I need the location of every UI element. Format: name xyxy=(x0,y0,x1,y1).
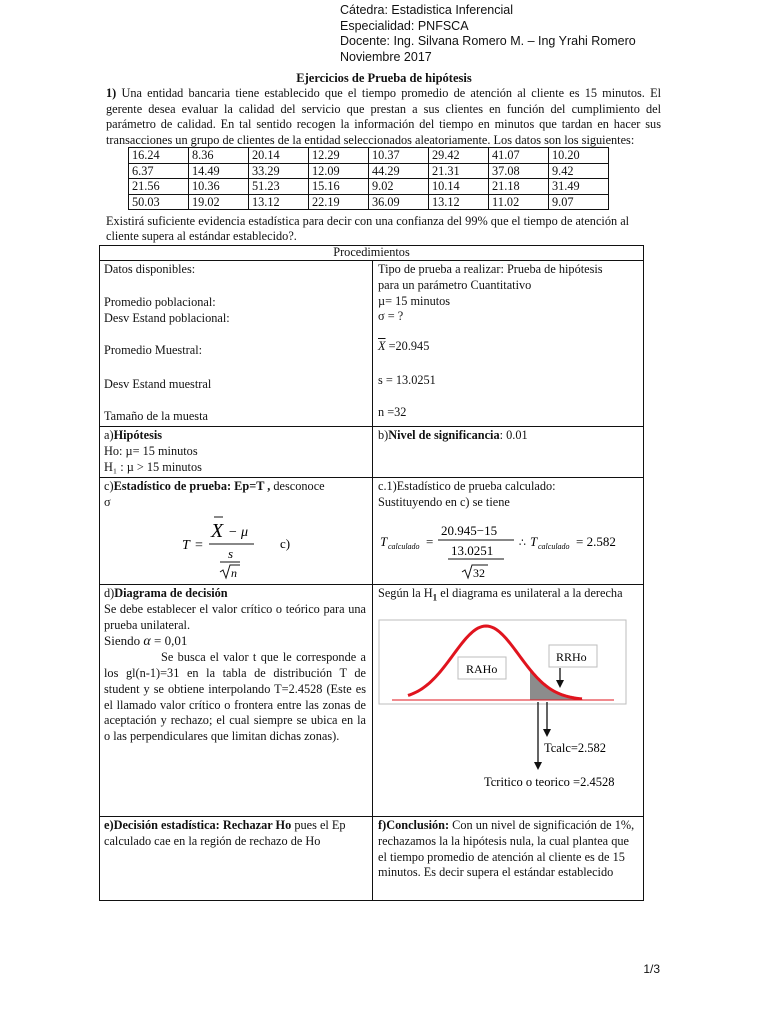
calculado-line2: Sustituyendo en c) se tiene xyxy=(378,494,510,509)
diagrama-cell xyxy=(104,586,366,745)
sqrt-sign xyxy=(220,565,240,578)
t-calc-subscript-2: calculado xyxy=(538,542,570,551)
hipotesis-title: Hipótesis xyxy=(113,428,163,442)
table-row xyxy=(129,163,609,179)
datos-desv-muestral: Desv Estand muestral xyxy=(104,377,212,391)
xbar-value: =20.945 xyxy=(388,339,430,353)
t-calc-symbol: T xyxy=(380,534,388,549)
table-cell: 10.36 xyxy=(189,179,249,195)
table-cell: 9.02 xyxy=(369,179,429,195)
table-cell: 14.49 xyxy=(189,163,249,179)
table-cell: 31.49 xyxy=(549,179,609,195)
table-cell: 10.20 xyxy=(549,148,609,164)
page-number: 1/3 xyxy=(643,962,660,976)
datos-tamano: Tamaño de la muesta xyxy=(104,409,208,423)
estadistico-rest: desconoce xyxy=(270,479,325,493)
n-symbol: n xyxy=(231,566,237,580)
table-cell: 10.14 xyxy=(429,179,489,195)
datos-promedio-poblacional: Promedio poblacional: xyxy=(104,295,216,309)
problem-number: 1) xyxy=(106,86,117,100)
tipo-line1: Tipo de prueba a realizar: Prueba de hipótesis xyxy=(378,262,603,276)
tcalc-arrow-head xyxy=(543,729,551,737)
table-cell: 9.07 xyxy=(549,194,609,210)
table-cell: 8.36 xyxy=(189,148,249,164)
table-cell: 13.12 xyxy=(429,194,489,210)
siendo-label: Siendo xyxy=(104,633,141,649)
diagrama-p3: Se busca el valor t que le corresponde a los gl(n-1)=31 en la tabla de distribución T de student y se obtiene interpolando T=2.4528 (Este es el llamado valor crítico o frontera entre las zonas de aceptación y rechazo; el cual siempre se ubica en la o las perpendiculares que limitan dichas zonas). xyxy=(104,650,366,744)
formula-label: c) xyxy=(280,536,291,551)
alpha-symbol: α xyxy=(143,634,151,650)
problem-statement xyxy=(106,86,661,148)
table-cell: 44.29 xyxy=(369,163,429,179)
tipo-prueba xyxy=(378,262,640,419)
estadistico-cell xyxy=(104,479,366,511)
segun-text2: el diagrama es unilateral a la derecha xyxy=(437,586,623,600)
table-row xyxy=(129,148,609,164)
xbar-symbol: X xyxy=(211,520,224,542)
table-cell: 21.18 xyxy=(489,179,549,195)
table-cell: 12.29 xyxy=(309,148,369,164)
page-title: Ejercicios de Prueba de hipótesis xyxy=(296,71,472,85)
nivel-value: : 0.01 xyxy=(499,428,528,442)
xbar-symbol: $\overline{X}$ xyxy=(378,339,386,353)
datos-desv-poblacional: Desv Estand poblacional: xyxy=(104,311,230,325)
table-cell: 6.37 xyxy=(129,163,189,179)
header-fecha: Noviembre 2017 xyxy=(340,49,432,64)
decision-text: pues el Ep calculado cae en la región de rechazo de Ho xyxy=(104,818,346,848)
calculado-cell xyxy=(378,479,640,511)
header-docente: Docente: Ing. Silvana Romero M. – Ing Yrahi Romero xyxy=(340,34,636,48)
t-calc-subscript: calculado xyxy=(388,542,420,551)
table-row xyxy=(129,194,609,210)
tipo-n: n =32 xyxy=(378,405,407,419)
conclusion-prefix: f) xyxy=(378,818,387,832)
table-cell: 12.09 xyxy=(309,163,369,179)
conclusion-title: Conclusión: xyxy=(386,818,450,832)
tcrit-label: Tcritico o teorico =2.4528 xyxy=(484,775,615,789)
alpha-value: = 0,01 xyxy=(153,633,188,649)
table-cell: 22.19 xyxy=(309,194,369,210)
table-cell: 21.56 xyxy=(129,179,189,195)
datos-title: Datos disponibles: xyxy=(104,262,196,276)
t-formula xyxy=(178,512,318,582)
nivel-cell xyxy=(378,428,640,444)
denominator: 13.0251 xyxy=(451,543,494,558)
raho-label: RAHo xyxy=(466,662,498,676)
datos-promedio-muestral: Promedio Muestral: xyxy=(104,343,203,357)
segun-cell xyxy=(378,586,640,606)
table-row xyxy=(129,179,609,195)
t-calc-symbol-2: T xyxy=(530,534,538,549)
sqrt-value: 32 xyxy=(473,566,485,580)
table-cell: 13.12 xyxy=(249,194,309,210)
tipo-s: s = 13.0251 xyxy=(378,373,436,387)
diagrama-p1: Se debe establecer el valor crítico o teórico para una prueba unilateral. xyxy=(104,601,366,632)
estadistico-heading xyxy=(104,479,366,495)
segun-text1: Según la H xyxy=(378,586,433,600)
table-cell: 51.23 xyxy=(249,179,309,195)
t-calculated-formula xyxy=(378,515,640,581)
table-cell: 33.29 xyxy=(249,163,309,179)
header-especialidad: Especialidad: PNFSCA xyxy=(340,18,469,33)
conclusion-text: Con un nivel de significación de 1%, rechazamos la la hipótesis nula, la cual plantea que el tiempo promedio de atención al cliente es de 15 minutos. Es decir supera el estándar establecido xyxy=(378,818,635,880)
estadistico-sigma: σ xyxy=(104,494,111,509)
t-symbol: T xyxy=(182,538,190,553)
decision-title: Decisión estadística: Rechazar Ho xyxy=(113,818,292,832)
estadistico-title: Estadístico de prueba: Ep=T , xyxy=(113,479,271,493)
header-catedra: Cátedra: Estadistica Inferencial xyxy=(340,3,514,17)
decision-cell xyxy=(104,818,366,850)
problem-text: Una entidad bancaria tiene establecido que el tiempo promedio de atención al cliente es 15 minutos. El gerente desea evaluar la calidad del servicio que prestan a sus clientes en función del cumplimiento del parámetro de calidad. En tal sentido recogen la información del tiempo en minutos que tardan en hacer sus transacciones un grupo de clientes de la entidad seleccionados aleatoriamente. Los datos son los siguientes: xyxy=(106,86,661,147)
table-cell: 9.42 xyxy=(549,163,609,179)
table-cell: 21.31 xyxy=(429,163,489,179)
therefore-sign: ∴ xyxy=(519,536,526,549)
equals-sign: = xyxy=(195,538,203,553)
table-cell: 10.37 xyxy=(369,148,429,164)
diagrama-alpha xyxy=(104,633,366,650)
hipotesis-cell xyxy=(104,428,366,475)
t-calc-result: = 2.582 xyxy=(576,534,616,549)
estadistico-prefix: c) xyxy=(104,479,114,493)
s-symbol: s xyxy=(228,546,234,561)
numerator: 20.945−15 xyxy=(441,523,498,538)
equals-sign: = xyxy=(426,534,434,549)
conclusion-cell xyxy=(378,818,640,881)
tipo-sigma: σ = ? xyxy=(378,309,404,324)
table-cell: 29.42 xyxy=(429,148,489,164)
datos-disponibles xyxy=(104,262,366,423)
hipotesis-prefix: a) xyxy=(104,428,114,442)
tipo-mu: µ= 15 minutos xyxy=(378,293,451,308)
table-cell: 11.02 xyxy=(489,194,549,210)
table-cell: 41.07 xyxy=(489,148,549,164)
table-cell: 15.16 xyxy=(309,179,369,195)
tipo-xbar xyxy=(378,339,429,355)
tipo-line2: para un parámetro Cuantitativo xyxy=(378,277,532,292)
table-cell: 20.14 xyxy=(249,148,309,164)
table-cell: 16.24 xyxy=(129,148,189,164)
table-cell: 36.09 xyxy=(369,194,429,210)
table-cell: 19.02 xyxy=(189,194,249,210)
hipotesis-h0: Ho: µ= 15 minutos xyxy=(104,443,198,458)
critical-arrow-head xyxy=(534,762,542,770)
nivel-prefix: b) xyxy=(378,428,389,442)
segun-sub: 1 xyxy=(432,592,438,603)
hipotesis-heading xyxy=(104,428,366,444)
minus-mu: − μ xyxy=(228,525,248,540)
research-question: Existirá suficiente evidencia estadística para decir con una confianza del 99% que el tiempo de atención al cliente supera al estándar establecido?. xyxy=(106,214,630,243)
data-table xyxy=(128,147,609,210)
diagrama-prefix: d) xyxy=(104,586,115,600)
table-cell: 50.03 xyxy=(129,194,189,210)
diagrama-title: Diagrama de decisión xyxy=(114,586,228,600)
diagrama-heading xyxy=(104,586,366,602)
rrho-label: RRHo xyxy=(556,650,587,664)
decision-prefix: e) xyxy=(104,818,114,832)
calculado-line1: c.1)Estadístico de prueba calculado: xyxy=(378,479,556,493)
column-divider xyxy=(372,260,373,901)
hipotesis-h1: H₁ : µ > 15 minutos xyxy=(104,459,202,474)
nivel-title: Nivel de significancia xyxy=(388,428,500,442)
decision-diagram xyxy=(378,618,640,793)
procedures-header: Procedimientos xyxy=(333,245,410,259)
document-header xyxy=(340,3,636,65)
table-cell: 37.08 xyxy=(489,163,549,179)
tcalc-label: Tcalc=2.582 xyxy=(544,741,607,755)
